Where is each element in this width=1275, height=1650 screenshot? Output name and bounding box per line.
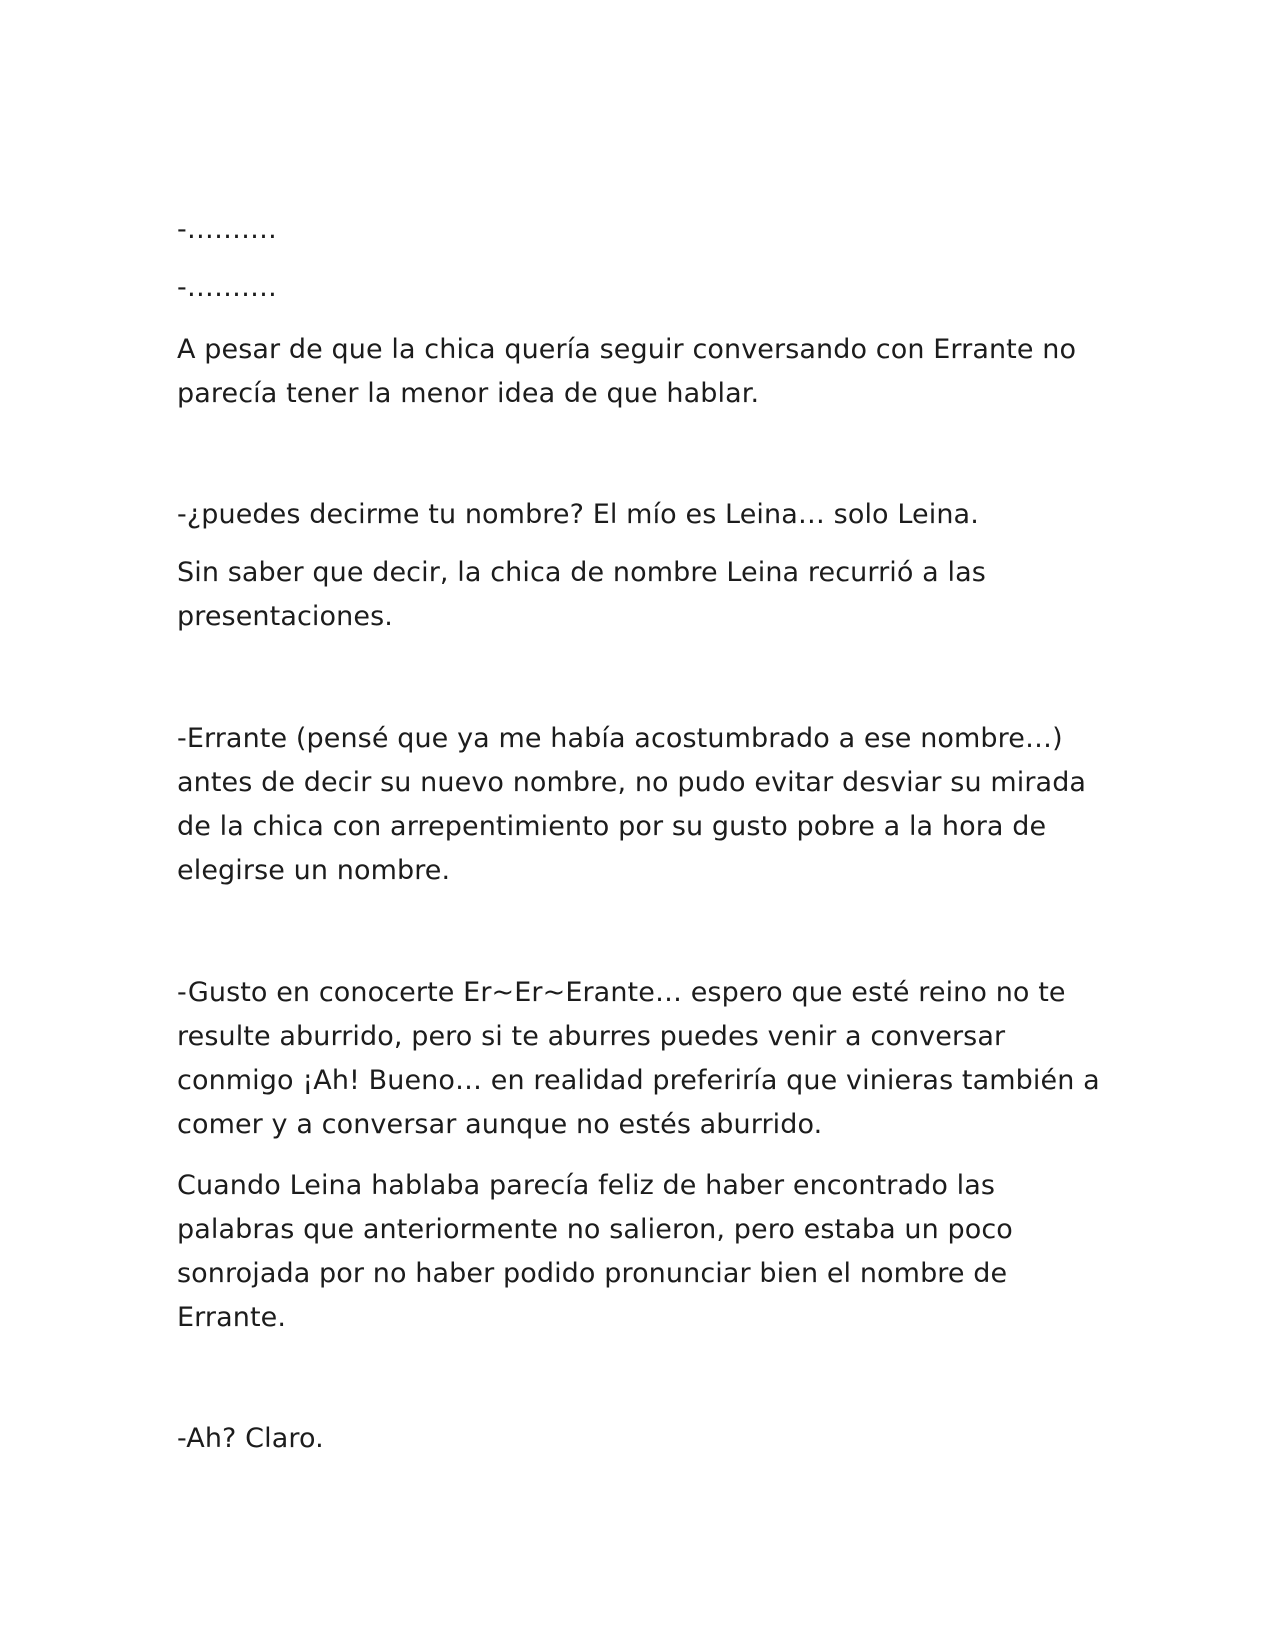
narration-line: palabras que anteriormente no salieron, pero estaba un poco: [177, 1214, 1013, 1245]
narration-line: Cuando Leina hablaba parecía feliz de haber encontrado las: [177, 1170, 996, 1201]
dialogue-line: comer y a conversar aunque no estés aburrido.: [177, 1109, 823, 1140]
dialogue-line: -Ah? Claro.: [177, 1423, 324, 1454]
dialogue-line: -¿puedes decirme tu nombre? El mío es Leina… solo Leina.: [177, 499, 979, 530]
dialogue-line: conmigo ¡Ah! Bueno… en realidad preferiría que vinieras también a: [177, 1065, 1100, 1096]
narration-line: Sin saber que decir, la chica de nombre Leina recurrió a las: [177, 557, 986, 588]
dialogue-line: -Errante (pensé que ya me había acostumbrado a ese nombre…): [177, 723, 1063, 754]
narration-line: A pesar de que la chica quería seguir conversando con Errante no: [177, 334, 1077, 365]
narration-line: parecía tener la menor idea de que hablar.: [177, 378, 760, 409]
dialogue-ellipsis-line: -……….: [177, 214, 277, 245]
dialogue-ellipsis-line: -……….: [177, 272, 277, 303]
narration-line: sonrojada por no haber podido pronunciar bien el nombre de: [177, 1258, 1008, 1289]
dialogue-line: de la chica con arrepentimiento por su gusto pobre a la hora de: [177, 811, 1047, 842]
dialogue-line: resulte aburrido, pero si te aburres puedes venir a conversar: [177, 1021, 1006, 1052]
narration-line: presentaciones.: [177, 601, 393, 632]
dialogue-line: antes de decir su nuevo nombre, no pudo evitar desviar su mirada: [177, 767, 1087, 798]
narration-line: Errante.: [177, 1302, 287, 1333]
dialogue-line: elegirse un nombre.: [177, 855, 451, 886]
dialogue-line: -Gusto en conocerte Er~Er~Erante… espero que esté reino no te: [177, 977, 1066, 1008]
